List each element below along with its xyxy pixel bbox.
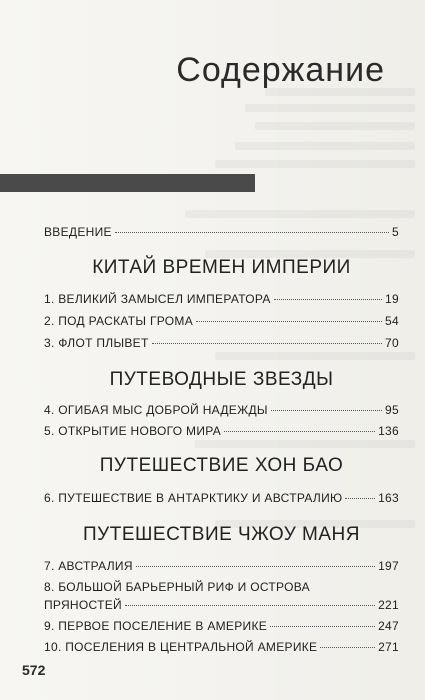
dot-leader	[115, 232, 389, 233]
toc-entry-page: 19	[385, 292, 399, 306]
dot-leader	[345, 498, 375, 499]
section-heading: ПУТЕШЕСТВИЕ ЧЖОУ МАНЯ	[82, 524, 360, 545]
toc-entry	[44, 314, 399, 334]
show-through-line	[255, 122, 415, 130]
toc-entry-label: 4. ОГИБАЯ МЫС ДОБРОЙ НАДЕЖДЫ	[44, 403, 268, 417]
dot-leader	[152, 343, 382, 344]
toc-entry	[44, 640, 399, 660]
toc-entry-label: 2. ПОД РАСКАТЫ ГРОМА	[44, 314, 194, 328]
toc-entry-label: 9. ПЕРВОЕ ПОСЕЛЕНИЕ В АМЕРИКЕ	[44, 619, 268, 633]
toc-entry	[44, 598, 399, 618]
toc-entry-label: 8. БОЛЬШОЙ БАРЬЕРНЫЙ РИФ И ОСТРОВА	[44, 580, 310, 594]
section-heading: ПУТЕШЕСТВИЕ ХОН БАО	[99, 455, 344, 476]
toc-entry	[44, 559, 399, 579]
toc-entry-page: 70	[385, 336, 399, 350]
toc-entry-label: 6. ПУТЕШЕСТВИЕ В АНТАРКТИКУ И АВСТРАЛИЮ	[44, 491, 343, 505]
toc-entry	[44, 336, 399, 356]
toc-entry-page: 271	[378, 640, 399, 654]
toc-entry-page: 247	[378, 619, 399, 633]
dot-leader	[125, 605, 375, 606]
toc-entry-page: 95	[385, 403, 399, 417]
show-through-line	[235, 142, 415, 150]
decorative-band	[0, 174, 255, 192]
dot-leader	[270, 626, 375, 627]
toc-entry-label: 5. ОТКРЫТИЕ НОВОГО МИРА	[44, 424, 222, 438]
section-heading: ПУТЕВОДНЫЕ ЗВЕЗДЫ	[109, 369, 334, 390]
toc-entry-page: 221	[378, 598, 399, 612]
dot-leader	[224, 431, 375, 432]
toc-entry-label: 10. ПОСЕЛЕНИЯ В ЦЕНТРАЛЬНОЙ АМЕРИКЕ	[44, 640, 318, 654]
toc-entry	[44, 424, 399, 444]
toc-entry	[44, 292, 399, 312]
toc-entry-label: 3. ФЛОТ ПЛЫВЕТ	[44, 336, 149, 350]
page-number: 572	[22, 662, 46, 678]
toc-entry-page: 54	[385, 314, 399, 328]
dot-leader	[274, 299, 382, 300]
toc-entry-label: 1. ВЕЛИКИЙ ЗАМЫСЕЛ ИМПЕРАТОРА	[44, 292, 271, 306]
toc-entry-page: 136	[378, 424, 399, 438]
dot-leader	[136, 566, 375, 567]
page-title: Содержание	[176, 50, 385, 89]
toc-entry-page: 5	[392, 225, 399, 239]
show-through-line	[185, 210, 415, 218]
toc-entry-label: ВВЕДЕНИЕ	[44, 225, 112, 239]
dot-leader	[320, 647, 375, 648]
toc-entry-page: 197	[378, 559, 399, 573]
toc-entry	[44, 491, 399, 511]
toc-entry	[44, 619, 399, 639]
toc-entry-first-line	[44, 580, 399, 596]
toc-entry-page: 163	[378, 491, 399, 505]
show-through-line	[245, 104, 415, 112]
section-heading: КИТАЙ ВРЕМЕН ИМПЕРИИ	[92, 257, 351, 278]
toc-entry-introduction	[44, 225, 399, 245]
toc-entry-label: 7. АВСТРАЛИЯ	[44, 559, 133, 573]
show-through-line	[215, 160, 415, 168]
dot-leader	[271, 410, 382, 411]
toc-entry	[44, 403, 399, 423]
dot-leader	[196, 321, 382, 322]
toc-entry-label: ПРЯНОСТЕЙ	[44, 598, 122, 612]
